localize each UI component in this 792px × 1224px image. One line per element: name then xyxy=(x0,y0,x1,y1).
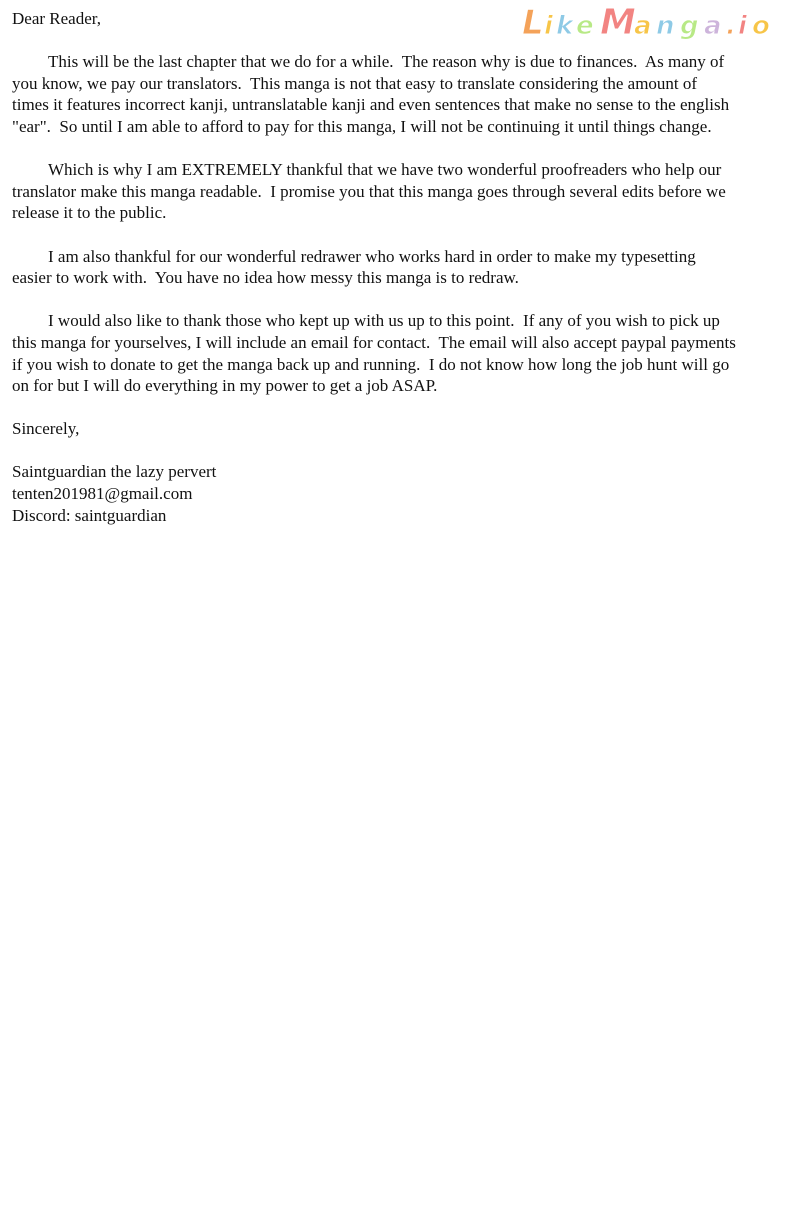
paragraph-line: translator make this manga readable. I promise you that this manga goes through several edits before we xyxy=(12,181,726,201)
blank-line xyxy=(12,397,784,419)
letter-closing: Sincerely, xyxy=(12,419,80,439)
paragraph-proofreaders xyxy=(12,159,784,224)
signature-block xyxy=(12,461,784,526)
blank-line xyxy=(12,138,784,160)
svg-text:.: . xyxy=(726,11,736,41)
blank-line xyxy=(12,224,784,246)
paragraph-line: this manga for yourselves, I will include an email for contact. The email will also accept paypal payments xyxy=(12,332,736,352)
svg-text:k: k xyxy=(556,11,574,41)
paragraph-line: on for but I will do everything in my power to get a job ASAP. xyxy=(12,376,438,396)
paragraph-line: I would also like to thank those who kept up with us up to this point. If any of you wish to pick up xyxy=(48,311,720,331)
paragraph-redrawer xyxy=(12,246,784,289)
signature-email: tenten201981@gmail.com xyxy=(12,484,193,504)
letter-document xyxy=(12,8,784,526)
paragraph-line: Which is why I am EXTREMELY thankful that we have two wonderful proofreaders who help our xyxy=(48,160,722,180)
paragraph-line: "ear". So until I am able to afford to pay for this manga, I will not be continuing it until things change. xyxy=(12,116,712,136)
svg-text:L: L xyxy=(522,3,544,43)
paragraph-thanks xyxy=(12,310,784,396)
blank-line xyxy=(12,440,784,462)
paragraph-finances xyxy=(12,51,784,137)
blank-line xyxy=(12,30,784,52)
svg-text:a: a xyxy=(634,11,652,41)
svg-text:a: a xyxy=(704,11,722,41)
paragraph-line: times it features incorrect kanji, untranslatable kanji and even sentences that make no sense to the english xyxy=(12,95,730,115)
svg-text:g: g xyxy=(680,11,699,41)
paragraph-line: if you wish to donate to get the manga back up and running. I do not know how long the job hunt will go xyxy=(12,354,730,374)
paragraph-line: you know, we pay our translators. This manga is not that easy to translate considering the amount of xyxy=(12,73,698,93)
svg-text:o: o xyxy=(752,11,770,41)
paragraph-line: I am also thankful for our wonderful redrawer who works hard in order to make my typesetting xyxy=(48,246,696,266)
letter-greeting: Dear Reader, xyxy=(12,9,101,28)
svg-text:i: i xyxy=(544,11,553,41)
paragraph-line: This will be the last chapter that we do for a while. The reason why is due to finances. As many of xyxy=(48,52,725,72)
signature-name: Saintguardian the lazy pervert xyxy=(12,462,217,482)
paragraph-line: easier to work with. You have no idea how messy this manga is to redraw. xyxy=(12,268,519,288)
svg-text:M: M xyxy=(600,2,636,43)
svg-text:n: n xyxy=(656,11,675,41)
blank-line xyxy=(12,289,784,311)
svg-text:i: i xyxy=(738,11,747,41)
signature-discord: Discord: saintguardian xyxy=(12,505,167,525)
svg-text:e: e xyxy=(576,11,594,41)
paragraph-line: release it to the public. xyxy=(12,203,167,223)
